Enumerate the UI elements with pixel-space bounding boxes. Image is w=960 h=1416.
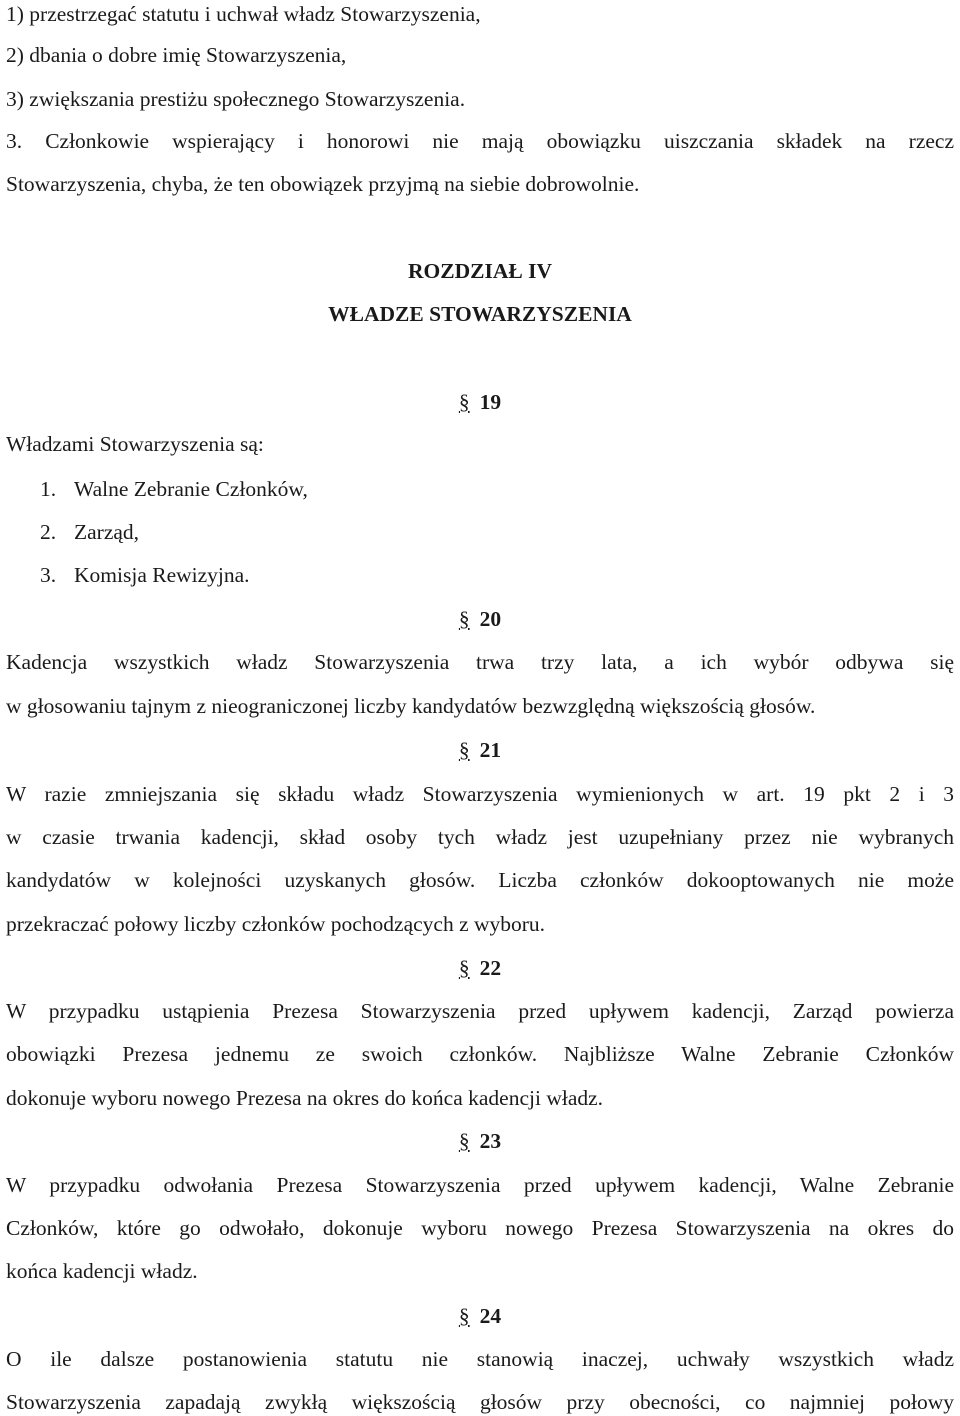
section-symbol: §	[458, 956, 470, 980]
section-symbol: §	[458, 1304, 470, 1328]
list-number: 1.	[40, 477, 57, 501]
paragraph-line: w czasie trwania kadencji, skład osoby tych władz jest uzupełniany przez nie wybranych	[6, 825, 954, 849]
list-item: 2) dbania o dobre imię Stowarzyszenia,	[6, 43, 347, 67]
section-symbol: §	[458, 1129, 470, 1153]
section-number: 22	[479, 956, 502, 980]
paragraph-line: przekraczać połowy liczby członków pochodzących z wyboru.	[6, 912, 546, 936]
list-text: Zarząd,	[74, 520, 140, 544]
section-number: 21	[479, 738, 502, 762]
list-number: 3.	[40, 563, 57, 587]
paragraph-line: W przypadku ustąpienia Prezesa Stowarzyszenia przed upływem kadencji, Zarząd powierza	[6, 999, 954, 1023]
paragraph-line: O ile dalsze postanowienia statutu nie stanowią inaczej, uchwały wszystkich władz	[6, 1347, 954, 1371]
section-heading	[0, 736, 960, 764]
section-symbol: §	[458, 390, 470, 414]
list-item: 3) zwiększania prestiżu społecznego Stowarzyszenia.	[6, 87, 466, 111]
list-item	[40, 561, 250, 589]
section-heading	[0, 605, 960, 633]
paragraph-line: W razie zmniejszania się składu władz Stowarzyszenia wymienionych w art. 19 pkt 2 i 3	[6, 782, 954, 806]
section-number: 19	[479, 390, 502, 414]
paragraph-line: dokonuje wyboru nowego Prezesa na okres do końca kadencji władz.	[6, 1086, 604, 1110]
paragraph-line: 3. Członkowie wspierający i honorowi nie mają obowiązku uiszczania składek na rzecz	[6, 129, 954, 153]
section-heading	[0, 1127, 960, 1155]
section-number: 20	[479, 607, 502, 631]
list-item: 1) przestrzegać statutu i uchwał władz Stowarzyszenia,	[6, 2, 481, 26]
paragraph-line: kandydatów w kolejności uzyskanych głosów. Liczba członków dokooptowanych nie może	[6, 868, 954, 892]
list-text: Walne Zebranie Członków,	[74, 477, 308, 501]
list-item	[40, 518, 139, 546]
section-symbol: §	[458, 607, 470, 631]
section-heading	[0, 954, 960, 982]
paragraph-line: obowiązki Prezesa jednemu ze swoich członków. Najbliższe Walne Zebranie Członków	[6, 1042, 954, 1066]
section-number: 24	[479, 1304, 502, 1328]
list-number: 2.	[40, 520, 57, 544]
section-number: 23	[479, 1129, 502, 1153]
chapter-subtitle: WŁADZE STOWARZYSZENIA	[328, 302, 632, 326]
list-text: Komisja Rewizyjna.	[74, 563, 250, 587]
section-intro: Władzami Stowarzyszenia są:	[6, 432, 264, 456]
paragraph-line: Stowarzyszenia, chyba, że ten obowiązek przyjmą na siebie dobrowolnie.	[6, 172, 640, 196]
paragraph-line: Stowarzyszenia zapadają zwykłą większością głosów przy obecności, co najmniej połowy	[6, 1390, 954, 1414]
section-heading	[0, 388, 960, 416]
paragraph-line: Kadencja wszystkich władz Stowarzyszenia trwa trzy lata, a ich wybór odbywa się	[6, 650, 954, 674]
section-heading	[0, 1302, 960, 1330]
section-symbol: §	[458, 738, 470, 762]
paragraph-line: Członków, które go odwołało, dokonuje wyboru nowego Prezesa Stowarzyszenia na okres do	[6, 1216, 954, 1240]
list-item	[40, 475, 308, 503]
paragraph-line: końca kadencji władz.	[6, 1259, 198, 1283]
paragraph-line: w głosowaniu tajnym z nieograniczonej liczby kandydatów bezwzględną większością głosów.	[6, 694, 816, 718]
paragraph-line: W przypadku odwołania Prezesa Stowarzyszenia przed upływem kadencji, Walne Zebranie	[6, 1173, 954, 1197]
chapter-title: ROZDZIAŁ IV	[408, 259, 552, 283]
